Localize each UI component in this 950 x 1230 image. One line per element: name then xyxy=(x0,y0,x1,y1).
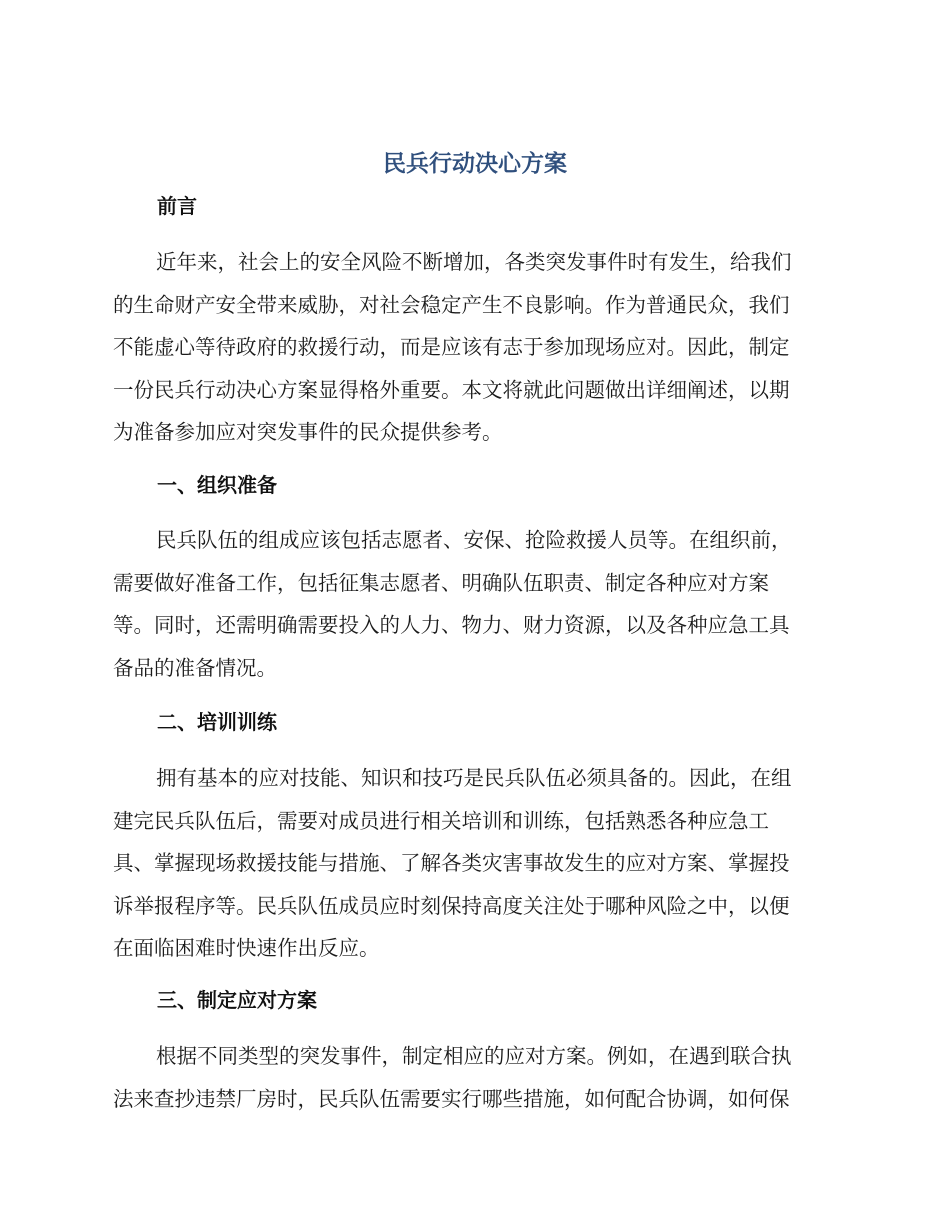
paragraph-line: 建完民兵队伍后，需要对成员进行相关培训和训练，包括熟悉各种应急工 xyxy=(113,808,769,833)
paragraph-line: 法来查抄违禁厂房时，民兵队伍需要实行哪些措施，如何配合协调，如何保 xyxy=(113,1086,790,1111)
section-paragraph-response-plan xyxy=(113,1035,829,1120)
paragraph-line: 为准备参加应对突发事件的民众提供参考。 xyxy=(113,420,503,444)
paragraph-line: 具、掌握现场救援技能与措施、了解各类灾害事故发生的应对方案、掌握投 xyxy=(113,851,790,875)
section-heading-organization: 一、组织准备 xyxy=(157,473,277,497)
section-paragraph-organization xyxy=(113,519,829,689)
paragraph-line: 近年来，社会上的安全风险不断增加，各类突发事件时有发生，给我们 xyxy=(156,250,792,274)
paragraph-line: 拥有基本的应对技能、知识和技巧是民兵队伍必须具备的。因此，在组 xyxy=(156,766,792,790)
paragraph-line: 根据不同类型的突发事件，制定相应的应对方案。例如，在遇到联合执 xyxy=(156,1044,792,1068)
section-heading-response-plan: 三、制定应对方案 xyxy=(157,988,317,1012)
paragraph-line: 备品的准备情况。 xyxy=(113,655,277,680)
paragraph-line: 民兵队伍的组成应该包括志愿者、安保、抢险救援人员等。在组织前， xyxy=(156,528,792,552)
document-title: 民兵行动决心方案 xyxy=(383,151,567,177)
paragraph-line: 在面临困难时快速作出反应。 xyxy=(113,936,380,960)
paragraph-line: 诉举报程序等。民兵队伍成员应时刻保持高度关注处于哪种风险之中，以便 xyxy=(113,893,790,918)
paragraph-line: 的生命财产安全带来威胁，对社会稳定产生不良影响。作为普通民众，我们 xyxy=(113,292,790,317)
section-paragraph-training xyxy=(113,757,829,970)
section-paragraph-preface xyxy=(113,241,829,454)
section-heading-preface: 前言 xyxy=(157,194,197,218)
paragraph-line: 一份民兵行动决心方案显得格外重要。本文将就此问题做出详细阐述，以期 xyxy=(113,377,790,402)
paragraph-line: 需要做好准备工作，包括征集志愿者、明确队伍职责、制定各种应对方案 xyxy=(113,570,769,595)
section-heading-training: 二、培训训练 xyxy=(157,710,277,734)
paragraph-line: 不能虚心等待政府的救援行动，而是应该有志于参加现场应对。因此，制定 xyxy=(113,335,790,359)
paragraph-line: 等。同时，还需明确需要投入的人力、物力、财力资源，以及各种应急工具 xyxy=(113,613,790,637)
